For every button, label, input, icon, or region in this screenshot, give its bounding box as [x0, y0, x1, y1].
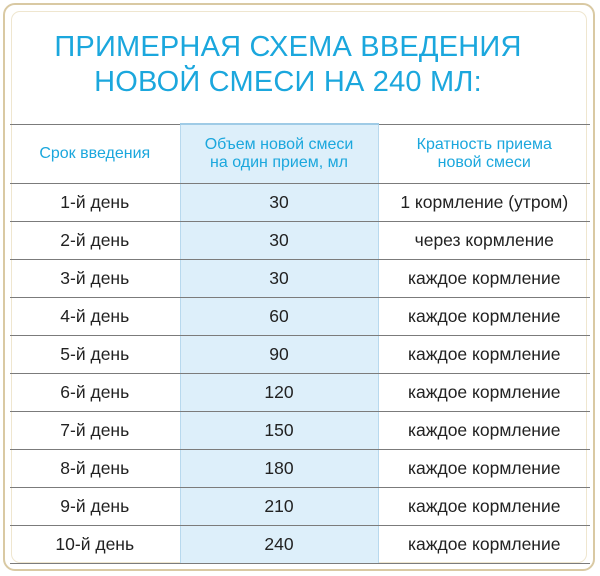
cell-frequency: каждое кормление	[378, 412, 590, 450]
cell-frequency: каждое кормление	[378, 526, 590, 564]
cell-frequency: через кормление	[378, 222, 590, 260]
cell-day: 5-й день	[10, 336, 180, 374]
cell-day: 3-й день	[10, 260, 180, 298]
page-title	[0, 30, 576, 100]
cell-volume: 90	[180, 336, 378, 374]
column-header-term-line-1: Срок введения	[39, 144, 151, 162]
cell-frequency: каждое кормление	[378, 450, 590, 488]
cell-day: 7-й день	[10, 412, 180, 450]
cell-frequency: каждое кормление	[378, 260, 590, 298]
cell-volume: 210	[180, 488, 378, 526]
cell-frequency: каждое кормление	[378, 374, 590, 412]
cell-volume: 120	[180, 374, 378, 412]
table-row	[10, 260, 590, 298]
column-header-term	[10, 124, 180, 184]
cell-frequency: каждое кормление	[378, 336, 590, 374]
table-row	[10, 374, 590, 412]
cell-frequency: каждое кормление	[378, 298, 590, 336]
cell-day: 6-й день	[10, 374, 180, 412]
cell-frequency: каждое кормление	[378, 488, 590, 526]
cell-day: 1-й день	[10, 184, 180, 222]
title-line-2: НОВОЙ СМЕСИ НА 240 МЛ:	[94, 66, 482, 98]
cell-volume: 150	[180, 412, 378, 450]
table-row	[10, 336, 590, 374]
table-row	[10, 488, 590, 526]
cell-day: 10-й день	[10, 526, 180, 564]
column-header-frequency	[378, 124, 590, 184]
table-row	[10, 412, 590, 450]
cell-day: 9-й день	[10, 488, 180, 526]
cell-volume: 240	[180, 526, 378, 564]
cell-day: 8-й день	[10, 450, 180, 488]
title-line-1: ПРИМЕРНАЯ СХЕМА ВВЕДЕНИЯ	[54, 31, 522, 63]
schedule-table	[10, 123, 590, 564]
cell-volume: 180	[180, 450, 378, 488]
cell-day: 4-й день	[10, 298, 180, 336]
cell-day: 2-й день	[10, 222, 180, 260]
cell-volume: 30	[180, 260, 378, 298]
cell-volume: 30	[180, 222, 378, 260]
table-row	[10, 298, 590, 336]
table-header-row	[10, 124, 590, 184]
table-row	[10, 450, 590, 488]
table-row	[10, 526, 590, 564]
cell-frequency: 1 кормление (утром)	[378, 184, 590, 222]
column-header-volume	[180, 124, 378, 184]
table-row	[10, 184, 590, 222]
column-header-volume-line-1: Объем новой смеси	[204, 136, 354, 153]
cell-volume: 30	[180, 184, 378, 222]
cell-volume: 60	[180, 298, 378, 336]
table-row	[10, 222, 590, 260]
column-header-frequency-line-1: Кратность приема	[416, 135, 552, 153]
column-header-volume-line-2: на один прием, мл	[210, 154, 348, 171]
column-header-frequency-line-2: новой смеси	[437, 153, 531, 171]
